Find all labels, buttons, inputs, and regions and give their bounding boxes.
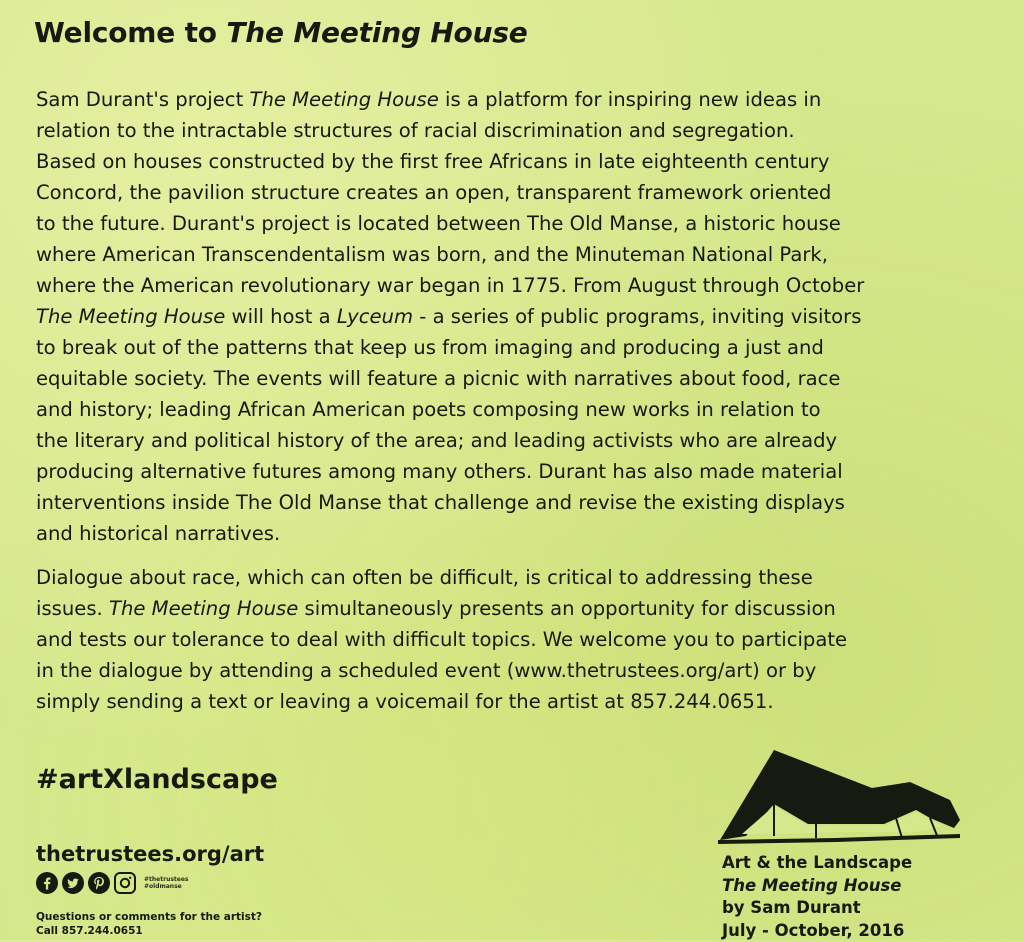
text-line [36,208,996,239]
text-line [36,270,996,301]
social-icons-row [36,870,188,896]
text-line [36,593,996,624]
twitter-icon[interactable] [62,872,84,894]
text-line [36,146,996,177]
italic-text: Lyceum [337,305,413,328]
text-line [36,562,996,593]
social-handles [144,876,188,890]
page-title [34,16,528,49]
text-line [36,686,996,717]
text-run: relation to the intractable structures of racial discrimination and segregation. [36,119,795,142]
instagram-icon[interactable] [114,872,136,894]
text-line [36,177,996,208]
pavilion-icon [716,744,966,848]
work-title: The Meeting House [722,875,912,898]
text-run: in the dialogue by attending a scheduled event (www.thetrustees.org/art) or by [36,659,816,682]
series-name: Art & the Landscape [722,852,912,875]
italic-text: The Meeting House [36,305,225,328]
text-line [36,84,996,115]
italic-text: The Meeting House [249,88,438,111]
credits-block [722,852,912,942]
text-run: interventions inside The Old Manse that challenge and revise the existing displays [36,491,845,514]
text-line [36,301,996,332]
text-run: the literary and political history of the area; and leading activists who are already [36,429,837,452]
social-handle-2: #oldmanse [144,883,188,890]
text-line [36,624,996,655]
italic-text: The Meeting House [109,597,298,620]
text-run: equitable society. The events will feature a picnic with narratives about food, race [36,367,840,390]
text-run: issues. [36,597,109,620]
text-run: Concord, the pavilion structure creates an open, transparent framework oriented [36,181,831,204]
text-run: where American Transcendentalism was born, and the Minuteman National Park, [36,243,828,266]
text-line [36,239,996,270]
questions-phone: Call 857.244.0651 [36,924,262,938]
text-run: to the future. Durant's project is located between The Old Manse, a historic house [36,212,841,235]
text-run: and tests our tolerance to deal with difficult topics. We welcome you to participate [36,628,847,651]
text-line [36,487,996,518]
social-handle-1: #thetrustees [144,876,188,883]
text-run: is a platform for inspiring new ideas in [439,88,822,111]
dialogue-paragraph [36,562,996,717]
website-link[interactable]: thetrustees.org/art [36,842,264,866]
text-line [36,115,996,146]
text-run: producing alternative futures among many others. Durant has also made material [36,460,843,483]
facebook-icon[interactable] [36,872,58,894]
questions-contact [36,910,262,938]
text-line [36,425,996,456]
text-run: Dialogue about race, which can often be difficult, is critical to addressing these [36,566,813,589]
text-line [36,394,996,425]
text-line [36,363,996,394]
text-line [36,456,996,487]
text-run: and history; leading African American poets composing new works in relation to [36,398,821,421]
text-line [36,518,996,549]
text-run: to break out of the patterns that keep us from imaging and producing a just and [36,336,824,359]
questions-prompt: Questions or comments for the artist? [36,910,262,924]
text-run: Based on houses constructed by the first free Africans in late eighteenth century [36,150,829,173]
text-line [36,655,996,686]
hashtag: #artXlandscape [36,764,278,795]
text-run: - a series of public programs, inviting visitors [413,305,861,328]
text-run: and historical narratives. [36,522,280,545]
text-run: where the American revolutionary war began in 1775. From August through October [36,274,864,297]
text-run: simply sending a text or leaving a voicemail for the artist at 857.244.0651. [36,690,774,713]
artist-credit: by Sam Durant [722,897,912,920]
pinterest-icon[interactable] [88,872,110,894]
text-run: will host a [225,305,337,328]
title-prefix: Welcome to [34,16,226,49]
intro-paragraph [36,84,996,549]
text-run: Sam Durant's project [36,88,249,111]
text-line [36,332,996,363]
exhibition-dates: July - October, 2016 [722,920,912,942]
text-run: simultaneously presents an opportunity for discussion [298,597,836,620]
title-emphasis: The Meeting House [226,16,527,49]
